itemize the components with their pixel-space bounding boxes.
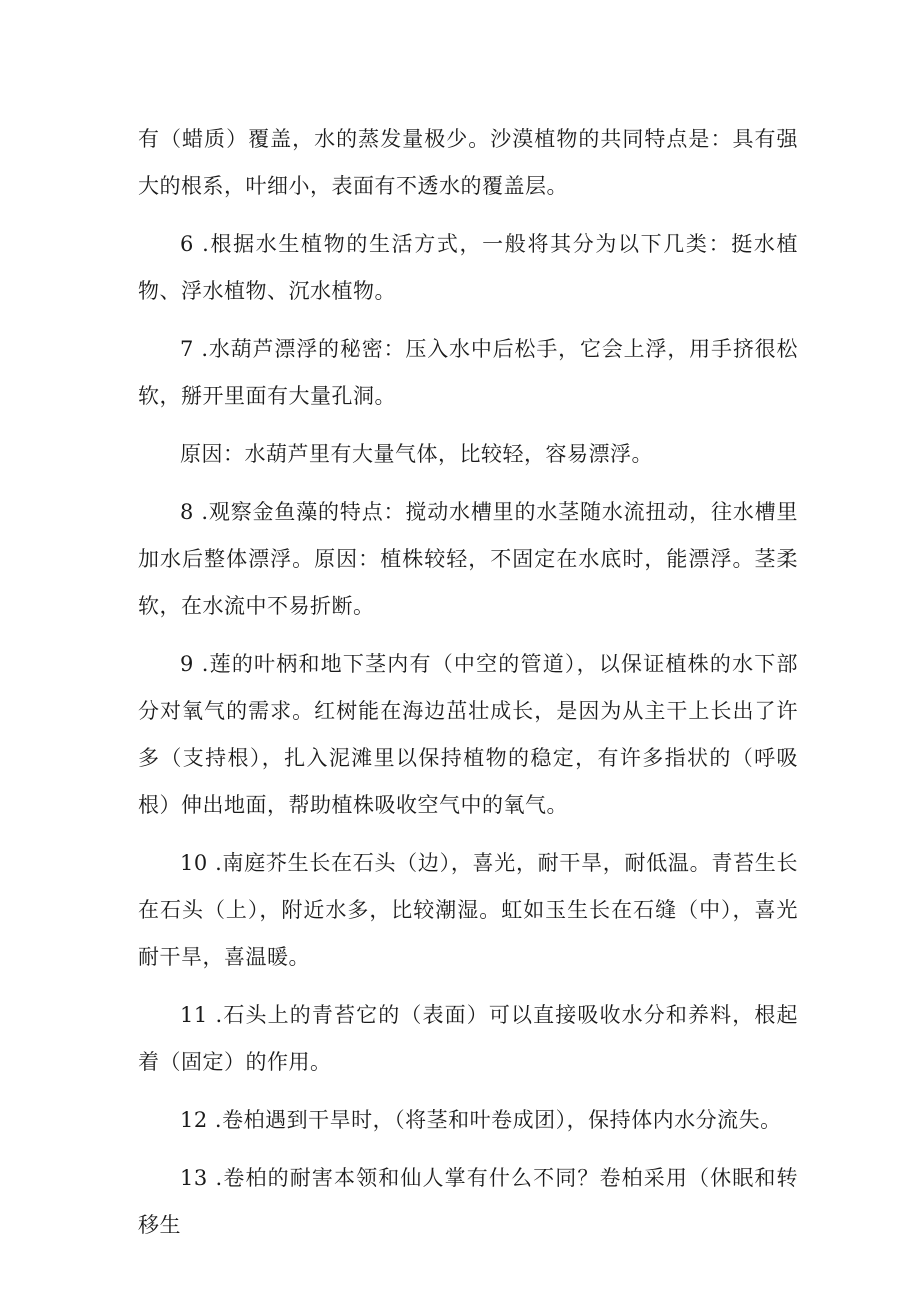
paragraph-item-6: 6 .根据水生植物的生活方式，一般将其分为以下几类：挺水植物、浮水植物、沉水植物。 bbox=[138, 232, 798, 303]
paragraph-item-7: 7 .水葫芦漂浮的秘密：压入水中后松手，它会上浮，用手挤很松软，掰开里面有大量孔洞。 bbox=[138, 337, 798, 408]
paragraph-item-12: 12 .卷柏遇到干旱时，（将茎和叶卷成团），保持体内水分流失。 bbox=[180, 1108, 782, 1132]
paragraph-item-8: 8 .观察金鱼藻的特点：搅动水槽里的水茎随水流扭动，往水槽里加水后整体漂浮。原因：植株较轻，不固定在水底时，能漂浮。茎柔软，在水流中不易折断。 bbox=[138, 500, 798, 618]
paragraph-desert-plants: 有（蜡质）覆盖，水的蒸发量极少。沙漠植物的共同特点是：具有强大的根系，叶细小，表面有不透水的覆盖层。 bbox=[138, 127, 798, 198]
paragraph-item-9: 9 .莲的叶柄和地下茎内有（中空的管道），以保证植株的水下部分对氧气的需求。红树能在海边茁壮成长，是因为从主干上长出了许多（支持根），扎入泥滩里以保持植物的稳定，有许多指状的（呼吸根）伸出地面，帮助植株吸收空气中的氧气。 bbox=[138, 652, 798, 817]
paragraph-item-13: 13 .卷柏的耐害本领和仙人掌有什么不同？卷柏采用（休眠和转移生 bbox=[138, 1166, 798, 1237]
paragraph-item-11: 11 .石头上的青苔它的（表面）可以直接吸收水分和养料，根起着（固定）的作用。 bbox=[138, 1003, 798, 1074]
paragraph-item-10: 10 .南庭芥生长在石头（边），喜光，耐干旱，耐低温。青苔生长在石头（上），附近水多，比较潮湿。虹如玉生长在石缝（中），喜光耐干旱，喜温暖。 bbox=[138, 851, 798, 969]
document-body bbox=[138, 116, 798, 1260]
paragraph-item-7-reason: 原因：水葫芦里有大量气体，比较轻，容易漂浮。 bbox=[180, 442, 653, 466]
